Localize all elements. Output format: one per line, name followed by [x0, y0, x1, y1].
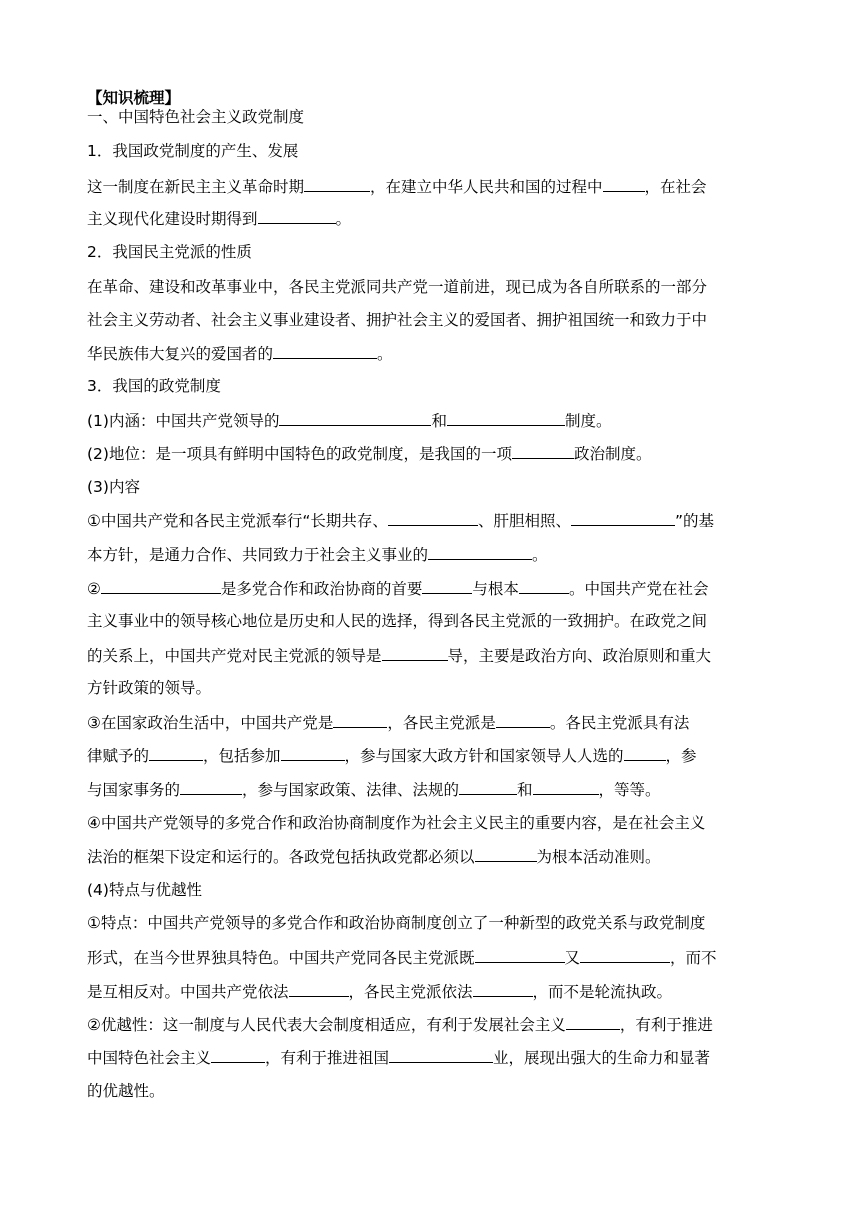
fill-blank[interactable] [459, 779, 517, 795]
fill-blank[interactable] [580, 947, 670, 963]
superiority-line-2: 中国特色社会主义 ，有利于推进祖国 业，展现出强大的生命力和显著 [87, 1049, 711, 1067]
heading: 【知识梳理】 [87, 89, 181, 107]
paragraph-1-line-1: 这一制度在新民主主义革命时期 ，在建立中华人民共和国的过程中 ，在社会 [87, 178, 707, 196]
fill-blank[interactable] [388, 510, 478, 526]
superiority-line-1: ②优越性：这一制度与人民代表大会制度相适应，有利于发展社会主义 ，有利于推进 [87, 1016, 713, 1034]
content-4-line-1: ④中国共产党领导的多党合作和政治协商制度作为社会主义民主的重要内容，是在社会主义 [87, 814, 706, 832]
fill-blank[interactable] [428, 544, 532, 560]
fill-blank[interactable] [149, 745, 203, 761]
fill-blank[interactable] [211, 1047, 265, 1063]
fill-blank[interactable] [258, 208, 336, 224]
fill-blank[interactable] [603, 176, 645, 192]
fill-blank[interactable] [333, 712, 387, 728]
fill-blank[interactable] [533, 779, 599, 795]
fill-blank[interactable] [281, 745, 345, 761]
fill-blank[interactable] [389, 1047, 493, 1063]
fill-blank[interactable] [304, 176, 370, 192]
superiority-line-3: 的优越性。 [87, 1082, 165, 1100]
fill-blank[interactable] [279, 410, 431, 426]
subheading-1: 1．我国政党制度的产生、发展 [87, 142, 299, 160]
content-2-line-1: ② 是多党合作和政治协商的首要 与根本 。中国共产党在社会 [87, 580, 709, 598]
fill-blank[interactable] [447, 410, 565, 426]
content-2-line-3: 的关系上，中国共产党对民主党派的领导是 导，主要是政治方向、政治原则和重大 [87, 647, 712, 665]
features-line-1: ①特点：中国共产党领导的多党合作和政治协商制度创立了一种新型的政党关系与政党制度 [87, 914, 706, 932]
content-2-line-4: 方针政策的领导。 [87, 679, 212, 697]
fill-blank[interactable] [571, 510, 675, 526]
fill-blank[interactable] [519, 578, 569, 594]
section-title: 一、中国特色社会主义政党制度 [87, 108, 305, 126]
content-1-line-2: 本方针，是通力合作、共同致力于社会主义事业的 。 [87, 546, 548, 564]
item-2-status: (2)地位：是一项具有鲜明中国特色的政党制度，是我国的一项 政治制度。 [87, 445, 652, 463]
features-line-2: 形式，在当今世界独具特色。中国共产党同各民主党派既 又 ，而不 [87, 949, 717, 967]
content-2-line-2: 主义事业中的领导核心地位是历史和人民的选择，得到各民主党派的一致拥护。在政党之间 [87, 612, 708, 630]
fill-blank[interactable] [289, 981, 349, 997]
subheading-3: 3．我国的政党制度 [87, 377, 221, 395]
content-4-line-2: 法治的框架下设定和运行的。各政党包括执政党都必须以 为根本活动准则。 [87, 848, 661, 866]
content-3-line-2: 律赋予的 ，包括参加 ，参与国家大政方针和国家领导人人选的 ，参 [87, 747, 697, 765]
fill-blank[interactable] [422, 578, 472, 594]
content-3-line-1: ③在国家政治生活中，中国共产党是 ，各民主党派是 。各民主党派具有法 [87, 714, 690, 732]
fill-blank[interactable] [180, 779, 242, 795]
fill-blank[interactable] [566, 1014, 620, 1030]
fill-blank[interactable] [473, 981, 533, 997]
fill-blank[interactable] [475, 846, 537, 862]
paragraph-2-line-2: 社会主义劳动者、社会主义事业建设者、拥护社会主义的爱国者、拥护祖国统一和致力于中 [87, 311, 708, 329]
paragraph-2-line-3: 华民族伟大复兴的爱国者的 。 [87, 345, 393, 363]
fill-blank[interactable] [624, 745, 666, 761]
fill-blank[interactable] [475, 947, 565, 963]
content-1-line-1: ①中国共产党和各民主党派奉行“长期共存、 、肝胆相照、 ”的基 [87, 512, 714, 530]
fill-blank[interactable] [382, 645, 448, 661]
paragraph-2-line-1: 在革命、建设和改革事业中，各民主党派同共产党一道前进，现已成为各自所联系的一部分 [87, 278, 708, 296]
fill-blank[interactable] [496, 712, 550, 728]
paragraph-1-line-2: 主义现代化建设时期得到 。 [87, 210, 352, 228]
item-1-connotation: (1)内涵：中国共产党领导的 和 制度。 [87, 412, 612, 430]
fill-blank[interactable] [512, 443, 574, 459]
features-line-3: 是互相反对。中国共产党依法 ，各民主党派依法 ，而不是轮流执政。 [87, 983, 673, 1001]
fill-blank[interactable] [273, 343, 377, 359]
subheading-2: 2．我国民主党派的性质 [87, 243, 252, 261]
item-4-features: (4)特点与优越性 [87, 881, 202, 899]
fill-blank[interactable] [101, 578, 221, 594]
content-3-line-3: 与国家事务的 ，参与国家政策、法律、法规的 和 ，等等。 [87, 781, 661, 799]
item-3-content: (3)内容 [87, 478, 140, 496]
